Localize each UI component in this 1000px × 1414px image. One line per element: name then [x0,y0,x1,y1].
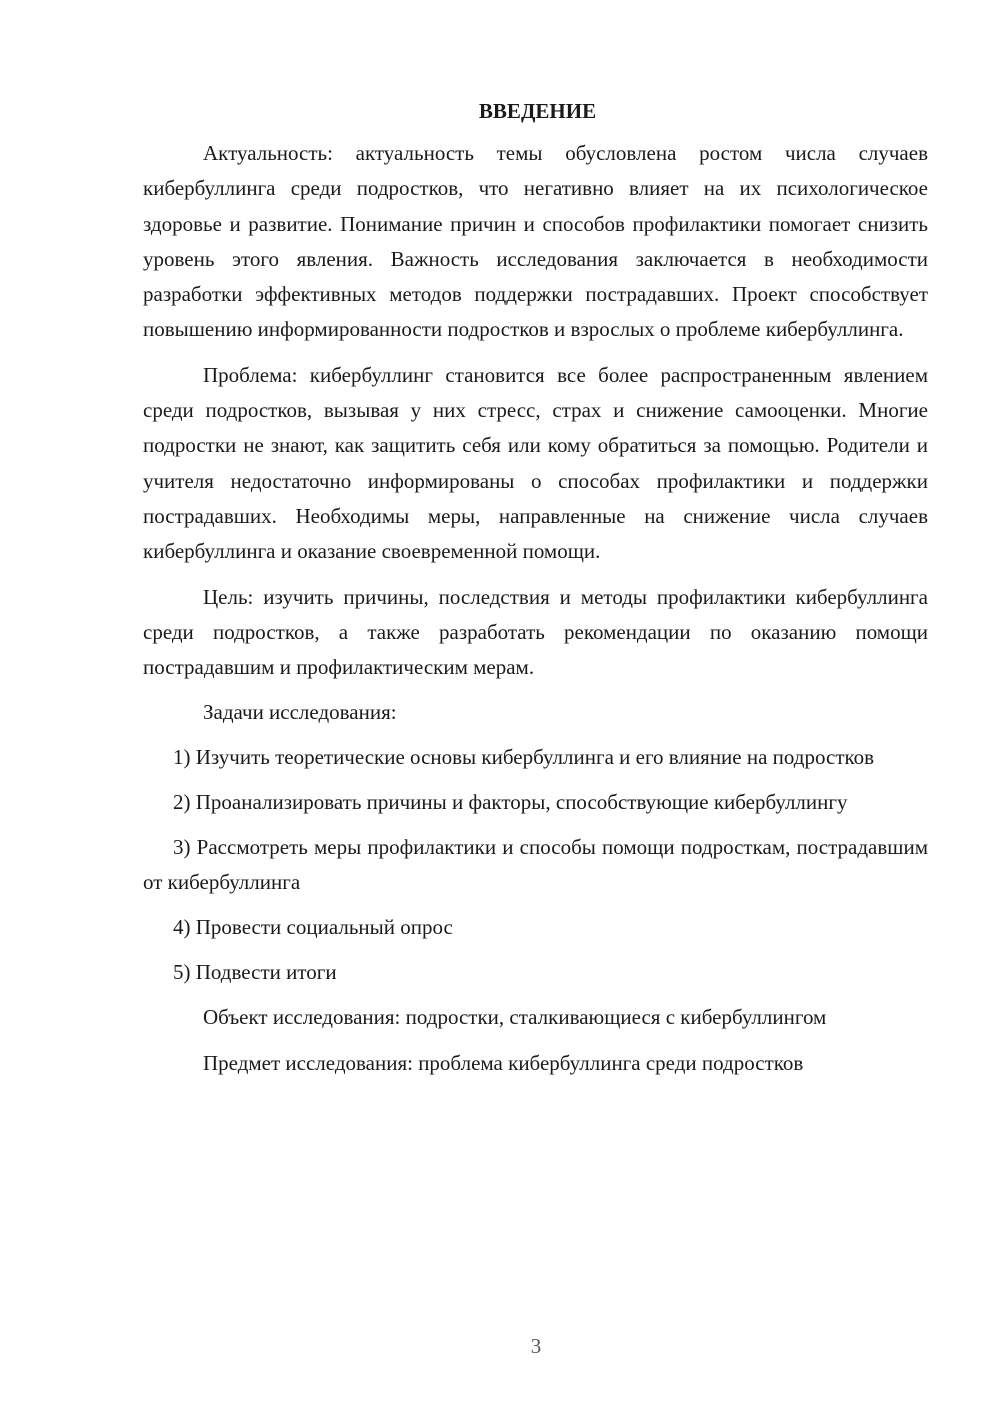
tasks-heading: Задачи исследования: [203,700,397,725]
goal-paragraph: Цель: изучить причины, последствия и методы профилактики кибербуллинга среди подростков, а также разработать рекомендации по оказанию помощи пострадавшим и профилактическим мерам. [143,584,928,680]
problem-paragraph: Проблема: кибербуллинг становится все более распространенным явлением среди подростков, вызывая у них стресс, страх и снижение самооценки. Многие подростки не знают, как защитить себя или кому обратиться за помощью. Родители и учителя недостаточно информированы о способах профилактики и поддержки пострадавших. Необходимы меры, направленные на снижение числа случаев кибербуллинга и оказание своевременной помощи. [143,362,928,564]
task-item: 1) Изучить теоретические основы кибербуллинга и его влияние на подростков [173,745,875,770]
task-item: 3) Рассмотреть меры профилактики и способы помощи подросткам, пострадавшим от кибербуллинга [143,835,928,895]
task-item: 5) Подвести итоги [173,960,337,985]
page-content [143,94,928,1091]
task-item: 2) Проанализировать причины и факторы, способствующие кибербуллингу [173,790,848,815]
relevance-paragraph: Актуальность: актуальность темы обусловлена ростом числа случаев кибербуллинга среди подростков, что негативно влияет на их психологическое здоровье и развитие. Понимание причин и способов профилактики помогает снизить уровень этого явления. Важность исследования заключается в необходимости разработки эффективных методов поддержки пострадавших. Проект способствует повышению информированности подростков и взрослых о проблеме кибербуллинга. [143,141,928,342]
page-number: 3 [530,1334,542,1358]
subject-paragraph: Предмет исследования: проблема кибербуллинга среди подростков [203,1050,804,1075]
object-paragraph: Объект исследования: подростки, сталкивающиеся с кибербуллингом [203,1005,827,1030]
task-item: 4) Провести социальный опрос [173,915,453,940]
page-title: ВВЕДЕНИЕ [478,99,597,123]
